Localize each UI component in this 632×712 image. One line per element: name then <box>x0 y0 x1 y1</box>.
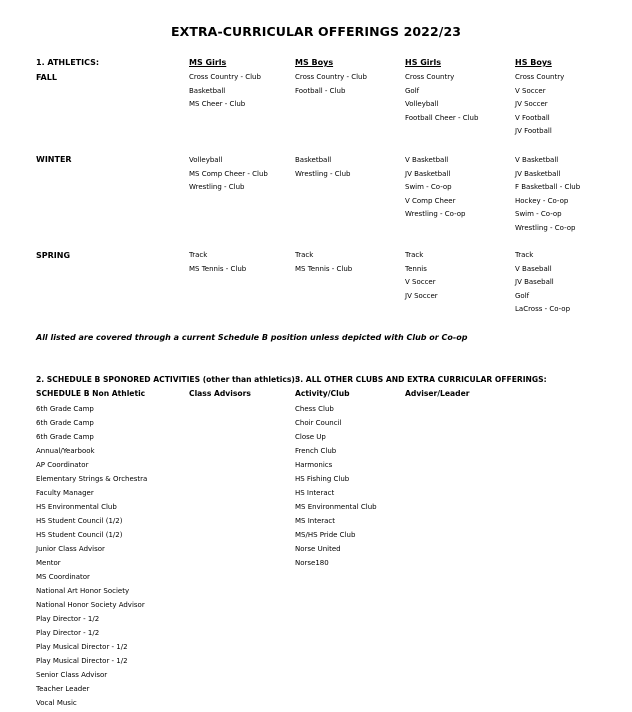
column-header-hs-girls: HS Girls <box>405 58 441 67</box>
list-item: Wrestling - Club <box>189 183 245 192</box>
list-item: Wrestling - Co-op <box>515 223 576 232</box>
winter-ms-boys-list <box>295 154 351 181</box>
list-item: Cross Country <box>405 73 455 81</box>
list-item: National Honor Society Advisor <box>36 601 145 609</box>
document-title: EXTRA-CURRICULAR OFFERINGS 2022/23 <box>170 24 462 39</box>
list-item: MS Coordinator <box>36 573 90 581</box>
athletics-heading: 1. ATHLETICS: <box>36 58 100 67</box>
fall-hs-boys-list <box>515 71 564 139</box>
list-item: Harmonics <box>295 461 333 469</box>
list-item: HS Student Council (1/2) <box>36 517 123 525</box>
schedule-b-heading: 2. SCHEDULE B SPONORED ACTIVITIES (other than athletics): <box>36 375 298 384</box>
list-item: MS Comp Cheer - Club <box>189 169 268 178</box>
list-item: LaCross - Co-op <box>515 305 571 314</box>
list-item: Play Director - 1/2 <box>36 629 100 637</box>
list-item: Basketball <box>295 156 332 164</box>
list-item: JV Basketball <box>405 169 451 178</box>
list-item: MS Tennis - Club <box>189 264 247 273</box>
list-item: 6th Grade Camp <box>36 433 94 441</box>
list-item: Track <box>189 251 208 259</box>
list-item: Cross Country <box>515 73 565 81</box>
winter-ms-girls-list <box>189 154 268 195</box>
other-clubs-heading: 3. ALL OTHER CLUBS AND EXTRA CURRICULAR OFFERINGS: <box>295 375 547 384</box>
season-fall-label: FALL <box>36 73 57 82</box>
list-item: HS Environmental Club <box>36 503 117 511</box>
list-item: Mentor <box>36 559 61 567</box>
list-item: Vocal Music <box>36 699 77 707</box>
list-item: JV Soccer <box>405 291 438 300</box>
list-item: Annual/Yearbook <box>36 447 95 455</box>
list-item: HS Student Council (1/2) <box>36 531 123 539</box>
list-item: JV Soccer <box>515 100 548 109</box>
spring-hs-boys-list <box>515 249 570 317</box>
list-item: Swim - Co-op <box>405 183 452 192</box>
list-item: Track <box>515 251 534 259</box>
list-item: 6th Grade Camp <box>36 405 94 413</box>
spring-ms-girls-list <box>189 249 246 276</box>
list-item: Chess Club <box>295 405 334 413</box>
column-header-hs-boys: HS Boys <box>515 58 552 67</box>
list-item: Tennis <box>405 264 427 273</box>
column-header-ms-girls: MS Girls <box>189 58 227 67</box>
list-item: Football - Club <box>295 86 346 95</box>
list-item: MS/HS Pride Club <box>295 531 356 539</box>
list-item: French Club <box>295 447 337 455</box>
list-item: Play Musical Director - 1/2 <box>36 643 128 651</box>
list-item: 6th Grade Camp <box>36 419 94 427</box>
adviser-leader-header: Adviser/Leader <box>405 389 470 398</box>
list-item: Hockey - Co-op <box>515 196 569 205</box>
list-item: Golf <box>515 291 530 300</box>
list-item: V Baseball <box>515 264 552 273</box>
list-item: Norse United <box>295 545 341 553</box>
list-item: Cross Country - Club <box>295 73 367 81</box>
list-item: Elementary Strings & Orchestra <box>36 475 148 483</box>
list-item: V Comp Cheer <box>405 196 456 205</box>
winter-hs-boys-list <box>515 154 580 236</box>
season-winter-label: WINTER <box>36 155 72 164</box>
list-item: Football Cheer - Club <box>405 113 479 122</box>
list-item: Swim - Co-op <box>515 210 562 219</box>
list-item: Wrestling - Co-op <box>405 210 466 219</box>
fall-ms-girls-list <box>189 71 261 112</box>
list-item: National Art Honor Society <box>36 587 130 595</box>
list-item: Senior Class Advisor <box>36 671 108 679</box>
column-header-ms-boys: MS Boys <box>295 58 334 67</box>
list-item: Track <box>295 251 314 259</box>
list-item: Cross Country - Club <box>189 73 261 81</box>
list-item: Golf <box>405 86 420 95</box>
list-item: Teacher Leader <box>36 685 90 693</box>
other-clubs-list <box>295 402 377 570</box>
list-item: MS Environmental Club <box>295 503 377 511</box>
list-item: Close Up <box>295 433 326 441</box>
list-item: V Basketball <box>405 156 449 164</box>
list-item: Junior Class Advisor <box>36 545 105 553</box>
list-item: V Soccer <box>405 278 436 287</box>
class-advisors-header: Class Advisors <box>189 389 251 398</box>
list-item: MS Interact <box>295 517 336 525</box>
list-item: V Soccer <box>515 86 546 95</box>
list-item: Play Director - 1/2 <box>36 615 100 623</box>
list-item: MS Cheer - Club <box>189 100 246 109</box>
list-item: Play Musical Director - 1/2 <box>36 657 128 665</box>
season-spring-label: SPRING <box>36 251 71 260</box>
activity-club-header: Activity/Club <box>295 389 350 398</box>
list-item: JV Football <box>515 127 552 136</box>
list-item: Basketball <box>189 86 226 95</box>
list-item: HS Fishing Club <box>295 475 350 483</box>
winter-hs-girls-list <box>405 154 465 222</box>
spring-hs-girls-list <box>405 249 438 303</box>
list-item: F Basketball - Club <box>515 183 581 192</box>
spring-ms-boys-list <box>295 249 352 276</box>
list-item: Volleyball <box>189 156 223 164</box>
list-item: Track <box>405 251 424 259</box>
schedule-b-column-header: SCHEDULE B Non Athletic <box>36 389 146 398</box>
schedule-b-list <box>36 402 147 710</box>
list-item: MS Tennis - Club <box>295 264 353 273</box>
list-item: AP Coordinator <box>36 461 89 469</box>
list-item: JV Basketball <box>515 169 561 178</box>
coverage-note: All listed are covered through a current Schedule B position unless depicted with Club or Co-op <box>36 333 468 342</box>
list-item: HS Interact <box>295 489 335 497</box>
fall-ms-boys-list <box>295 71 367 98</box>
list-item: Faculty Manager <box>36 489 94 497</box>
list-item: Norse180 <box>295 559 329 567</box>
list-item: JV Baseball <box>515 278 554 287</box>
fall-hs-girls-list <box>405 71 478 125</box>
list-item: V Football <box>515 113 550 122</box>
list-item: Choir Council <box>295 419 342 427</box>
list-item: Wrestling - Club <box>295 169 351 178</box>
list-item: V Basketball <box>515 156 559 164</box>
list-item: Volleyball <box>405 100 439 109</box>
